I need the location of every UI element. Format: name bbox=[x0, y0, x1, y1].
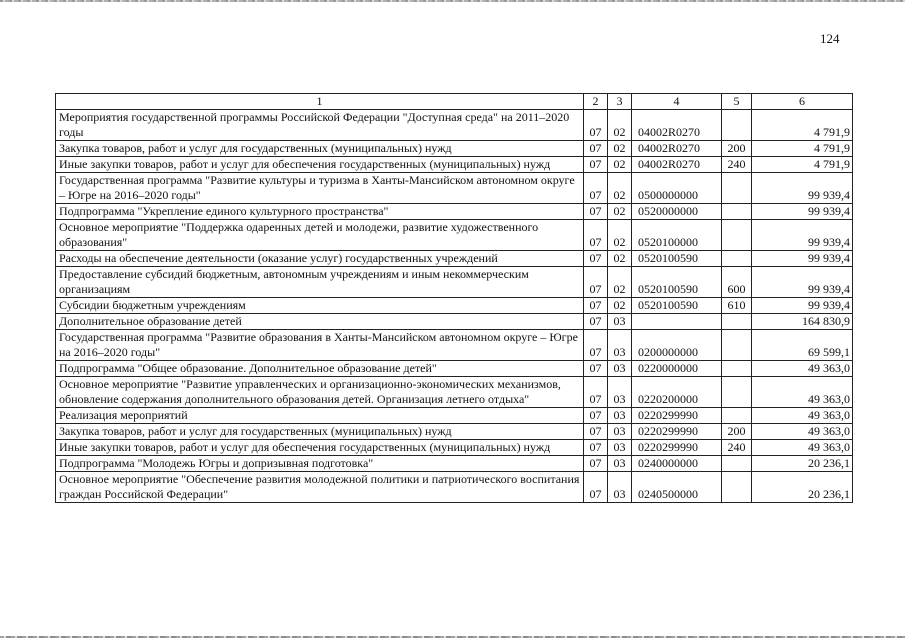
row-section-cell: 07 bbox=[584, 424, 608, 440]
row-subsection-cell: 03 bbox=[608, 408, 632, 424]
row-vr-cell: 610 bbox=[722, 298, 752, 314]
table-row bbox=[56, 110, 853, 141]
row-section-cell: 07 bbox=[584, 204, 608, 220]
row-csr-cell: 0220000000 bbox=[632, 361, 722, 377]
row-name-cell: Основное мероприятие "Обеспечение развития молодежной политики и патриотического воспитания граждан Российской Федерации" bbox=[56, 472, 584, 503]
row-name-cell: Закупка товаров, работ и услуг для государственных (муниципальных) нужд bbox=[56, 424, 584, 440]
row-subsection-cell: 03 bbox=[608, 472, 632, 503]
row-name-cell: Государственная программа "Развитие культуры и туризма в Ханты-Мансийском автономном округе – Югре на 2016–2020 годы" bbox=[56, 173, 584, 204]
row-vr-cell bbox=[722, 173, 752, 204]
row-vr-cell bbox=[722, 408, 752, 424]
row-section-cell: 07 bbox=[584, 440, 608, 456]
row-amount-cell: 49 363,0 bbox=[752, 424, 853, 440]
row-amount-cell: 4 791,9 bbox=[752, 157, 853, 173]
row-section-cell: 07 bbox=[584, 157, 608, 173]
row-name-cell: Реализация мероприятий bbox=[56, 408, 584, 424]
row-csr-cell: 04002R0270 bbox=[632, 157, 722, 173]
table-row bbox=[56, 267, 853, 298]
row-csr-cell: 0240000000 bbox=[632, 456, 722, 472]
row-subsection-cell: 03 bbox=[608, 330, 632, 361]
row-section-cell: 07 bbox=[584, 267, 608, 298]
row-amount-cell: 49 363,0 bbox=[752, 361, 853, 377]
row-amount-cell: 99 939,4 bbox=[752, 204, 853, 220]
row-amount-cell: 49 363,0 bbox=[752, 440, 853, 456]
header-cell: 3 bbox=[608, 94, 632, 110]
row-name-cell: Предоставление субсидий бюджетным, автономным учреждениям и иным некоммерческим организациям bbox=[56, 267, 584, 298]
row-vr-cell bbox=[722, 251, 752, 267]
table-row bbox=[56, 472, 853, 503]
row-amount-cell: 4 791,9 bbox=[752, 110, 853, 141]
header-cell: 6 bbox=[752, 94, 853, 110]
row-csr-cell: 0220200000 bbox=[632, 377, 722, 408]
row-subsection-cell: 03 bbox=[608, 456, 632, 472]
row-subsection-cell: 02 bbox=[608, 157, 632, 173]
row-amount-cell: 99 939,4 bbox=[752, 173, 853, 204]
row-vr-cell bbox=[722, 314, 752, 330]
row-amount-cell: 69 599,1 bbox=[752, 330, 853, 361]
table-row bbox=[56, 377, 853, 408]
row-subsection-cell: 02 bbox=[608, 141, 632, 157]
page-number: 124 bbox=[820, 31, 840, 46]
row-amount-cell: 99 939,4 bbox=[752, 220, 853, 251]
table-row bbox=[56, 141, 853, 157]
row-csr-cell: 0500000000 bbox=[632, 173, 722, 204]
row-section-cell: 07 bbox=[584, 110, 608, 141]
row-name-cell: Субсидии бюджетным учреждениям bbox=[56, 298, 584, 314]
budget-table bbox=[55, 93, 853, 503]
row-vr-cell bbox=[722, 456, 752, 472]
row-csr-cell: 0200000000 bbox=[632, 330, 722, 361]
row-subsection-cell: 03 bbox=[608, 361, 632, 377]
table-row bbox=[56, 157, 853, 173]
row-vr-cell bbox=[722, 361, 752, 377]
row-amount-cell: 99 939,4 bbox=[752, 298, 853, 314]
row-vr-cell bbox=[722, 472, 752, 503]
row-amount-cell: 4 791,9 bbox=[752, 141, 853, 157]
row-name-cell: Дополнительное образование детей bbox=[56, 314, 584, 330]
row-amount-cell: 20 236,1 bbox=[752, 472, 853, 503]
row-vr-cell bbox=[722, 220, 752, 251]
header-cell: 4 bbox=[632, 94, 722, 110]
row-section-cell: 07 bbox=[584, 251, 608, 267]
row-csr-cell: 0520000000 bbox=[632, 204, 722, 220]
row-section-cell: 07 bbox=[584, 330, 608, 361]
row-section-cell: 07 bbox=[584, 141, 608, 157]
table-row bbox=[56, 298, 853, 314]
scan-edge-top bbox=[0, 0, 905, 2]
row-name-cell: Основное мероприятие "Поддержка одаренных детей и молодежи, развитие художественного образования" bbox=[56, 220, 584, 251]
row-name-cell: Расходы на обеспечение деятельности (оказание услуг) государственных учреждений bbox=[56, 251, 584, 267]
row-amount-cell: 99 939,4 bbox=[752, 251, 853, 267]
row-csr-cell: 0220299990 bbox=[632, 440, 722, 456]
row-subsection-cell: 02 bbox=[608, 204, 632, 220]
row-csr-cell: 0520100000 bbox=[632, 220, 722, 251]
row-section-cell: 07 bbox=[584, 472, 608, 503]
row-subsection-cell: 02 bbox=[608, 267, 632, 298]
row-csr-cell: 0220299990 bbox=[632, 424, 722, 440]
header-cell: 5 bbox=[722, 94, 752, 110]
table-row bbox=[56, 220, 853, 251]
table-row bbox=[56, 173, 853, 204]
scan-edge-bottom bbox=[0, 636, 905, 638]
row-csr-cell: 0220299990 bbox=[632, 408, 722, 424]
header-row bbox=[56, 94, 853, 110]
row-vr-cell: 240 bbox=[722, 157, 752, 173]
row-vr-cell bbox=[722, 110, 752, 141]
row-name-cell: Подпрограмма "Молодежь Югры и допризывная подготовка" bbox=[56, 456, 584, 472]
row-amount-cell: 49 363,0 bbox=[752, 408, 853, 424]
row-csr-cell: 0520100590 bbox=[632, 298, 722, 314]
row-csr-cell: 04002R0270 bbox=[632, 110, 722, 141]
row-subsection-cell: 03 bbox=[608, 424, 632, 440]
table-row bbox=[56, 440, 853, 456]
row-vr-cell bbox=[722, 330, 752, 361]
row-section-cell: 07 bbox=[584, 456, 608, 472]
row-section-cell: 07 bbox=[584, 408, 608, 424]
row-section-cell: 07 bbox=[584, 377, 608, 408]
row-csr-cell: 0240500000 bbox=[632, 472, 722, 503]
row-amount-cell: 49 363,0 bbox=[752, 377, 853, 408]
row-amount-cell: 164 830,9 bbox=[752, 314, 853, 330]
table-row bbox=[56, 361, 853, 377]
row-csr-cell: 0520100590 bbox=[632, 251, 722, 267]
table-body bbox=[56, 110, 853, 503]
row-name-cell: Закупка товаров, работ и услуг для государственных (муниципальных) нужд bbox=[56, 141, 584, 157]
row-subsection-cell: 02 bbox=[608, 220, 632, 251]
row-subsection-cell: 02 bbox=[608, 298, 632, 314]
row-name-cell: Мероприятия государственной программы Российской Федерации "Доступная среда" на 2011–2020 годы bbox=[56, 110, 584, 141]
row-amount-cell: 99 939,4 bbox=[752, 267, 853, 298]
row-vr-cell bbox=[722, 204, 752, 220]
row-name-cell: Подпрограмма "Общее образование. Дополнительное образование детей" bbox=[56, 361, 584, 377]
table-row bbox=[56, 314, 853, 330]
row-subsection-cell: 03 bbox=[608, 314, 632, 330]
row-subsection-cell: 02 bbox=[608, 251, 632, 267]
row-csr-cell: 0520100590 bbox=[632, 267, 722, 298]
row-section-cell: 07 bbox=[584, 361, 608, 377]
row-name-cell: Иные закупки товаров, работ и услуг для обеспечения государственных (муниципальных) нужд bbox=[56, 157, 584, 173]
table-row bbox=[56, 424, 853, 440]
header-cell: 1 bbox=[56, 94, 584, 110]
row-vr-cell: 240 bbox=[722, 440, 752, 456]
header-cell: 2 bbox=[584, 94, 608, 110]
row-vr-cell bbox=[722, 377, 752, 408]
row-vr-cell: 200 bbox=[722, 141, 752, 157]
row-name-cell: Государственная программа "Развитие образования в Ханты-Мансийском автономном округе – Югре на 2016–2020 годы" bbox=[56, 330, 584, 361]
row-name-cell: Подпрограмма "Укрепление единого культурного пространства" bbox=[56, 204, 584, 220]
row-name-cell: Иные закупки товаров, работ и услуг для обеспечения государственных (муниципальных) нужд bbox=[56, 440, 584, 456]
row-section-cell: 07 bbox=[584, 314, 608, 330]
table-row bbox=[56, 408, 853, 424]
row-subsection-cell: 03 bbox=[608, 440, 632, 456]
row-amount-cell: 20 236,1 bbox=[752, 456, 853, 472]
row-vr-cell: 600 bbox=[722, 267, 752, 298]
row-subsection-cell: 02 bbox=[608, 110, 632, 141]
row-subsection-cell: 02 bbox=[608, 173, 632, 204]
row-vr-cell: 200 bbox=[722, 424, 752, 440]
table-row bbox=[56, 330, 853, 361]
row-subsection-cell: 03 bbox=[608, 377, 632, 408]
row-section-cell: 07 bbox=[584, 298, 608, 314]
row-section-cell: 07 bbox=[584, 220, 608, 251]
table-row bbox=[56, 456, 853, 472]
row-csr-cell bbox=[632, 314, 722, 330]
row-csr-cell: 04002R0270 bbox=[632, 141, 722, 157]
row-section-cell: 07 bbox=[584, 173, 608, 204]
row-name-cell: Основное мероприятие "Развитие управленческих и организационно-экономических механизмов, обновление содержания дополнительного образования детей. Организация летнего отдыха" bbox=[56, 377, 584, 408]
table-row bbox=[56, 251, 853, 267]
table-row bbox=[56, 204, 853, 220]
